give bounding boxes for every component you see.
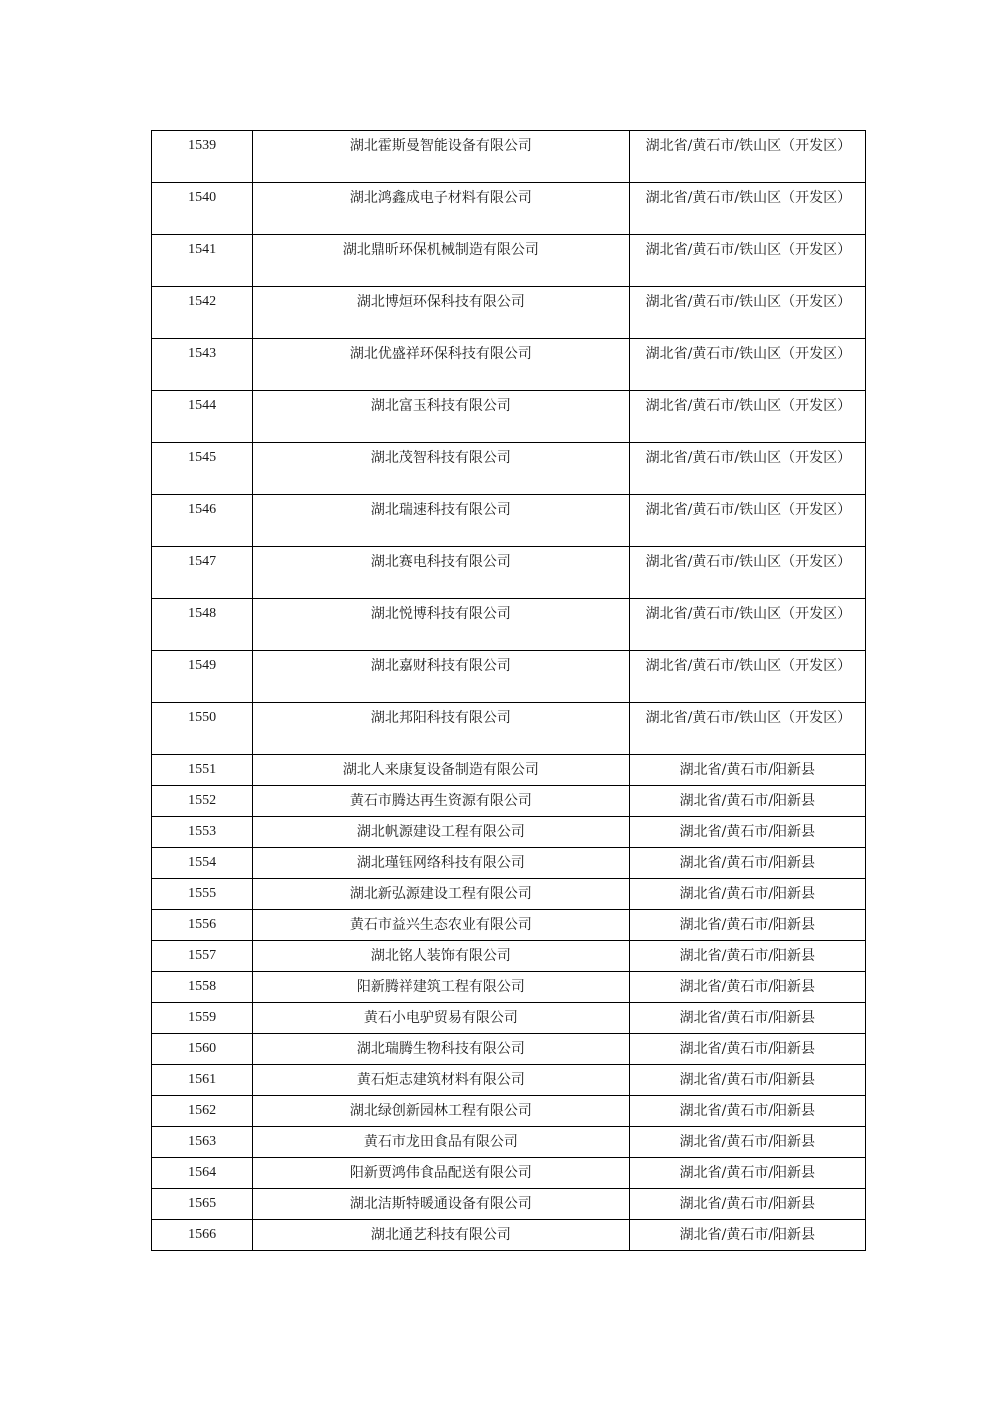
location-text: 湖北省/黄石市/铁山区（开发区） bbox=[645, 138, 852, 154]
row-number: 1547 bbox=[152, 547, 253, 599]
company-name: 湖北瑾钰网络科技有限公司 bbox=[253, 848, 630, 879]
table-row bbox=[152, 972, 866, 1003]
location-text: 湖北省/黄石市/铁山区（开发区） bbox=[645, 450, 852, 466]
location-text: 湖北省/黄石市/铁山区（开发区） bbox=[645, 554, 852, 570]
location-text: 湖北省/黄石市/铁山区（开发区） bbox=[645, 658, 852, 674]
location-text: 湖北省/黄石市/铁山区（开发区） bbox=[645, 294, 852, 310]
company-location: 湖北省/黄石市/阳新县 bbox=[629, 1065, 865, 1096]
table-row bbox=[152, 495, 866, 547]
company-location: 湖北省/黄石市/阳新县 bbox=[629, 1034, 865, 1065]
table-row bbox=[152, 131, 866, 183]
table-row bbox=[152, 817, 866, 848]
row-number: 1546 bbox=[152, 495, 253, 547]
table-row bbox=[152, 755, 866, 786]
table-row bbox=[152, 703, 866, 755]
table-row bbox=[152, 1096, 866, 1127]
company-name: 湖北新弘源建设工程有限公司 bbox=[253, 879, 630, 910]
row-number: 1561 bbox=[152, 1065, 253, 1096]
company-name: 湖北邦阳科技有限公司 bbox=[253, 703, 630, 755]
company-name: 湖北瑞速科技有限公司 bbox=[253, 495, 630, 547]
company-location bbox=[629, 183, 865, 235]
company-name: 湖北富玉科技有限公司 bbox=[253, 391, 630, 443]
company-name: 湖北鼎昕环保机械制造有限公司 bbox=[253, 235, 630, 287]
table-row bbox=[152, 1189, 866, 1220]
company-location: 湖北省/黄石市/阳新县 bbox=[629, 755, 865, 786]
company-name: 黄石市腾达再生资源有限公司 bbox=[253, 786, 630, 817]
row-number: 1551 bbox=[152, 755, 253, 786]
company-location bbox=[629, 495, 865, 547]
company-location bbox=[629, 235, 865, 287]
location-text: 湖北省/黄石市/铁山区（开发区） bbox=[645, 242, 852, 258]
row-number: 1555 bbox=[152, 879, 253, 910]
row-number: 1550 bbox=[152, 703, 253, 755]
company-location bbox=[629, 287, 865, 339]
company-name: 黄石炬志建筑材料有限公司 bbox=[253, 1065, 630, 1096]
location-text: 湖北省/黄石市/铁山区（开发区） bbox=[645, 190, 852, 206]
table-row bbox=[152, 339, 866, 391]
company-name: 阳新贾鸿伟食品配送有限公司 bbox=[253, 1158, 630, 1189]
company-location: 湖北省/黄石市/阳新县 bbox=[629, 910, 865, 941]
company-location bbox=[629, 443, 865, 495]
company-name: 湖北人来康复设备制造有限公司 bbox=[253, 755, 630, 786]
row-number: 1563 bbox=[152, 1127, 253, 1158]
row-number: 1541 bbox=[152, 235, 253, 287]
company-location bbox=[629, 547, 865, 599]
company-name: 湖北霍斯曼智能设备有限公司 bbox=[253, 131, 630, 183]
company-location: 湖北省/黄石市/阳新县 bbox=[629, 879, 865, 910]
row-number: 1565 bbox=[152, 1189, 253, 1220]
table-row bbox=[152, 599, 866, 651]
company-name: 湖北瑞腾生物科技有限公司 bbox=[253, 1034, 630, 1065]
row-number: 1542 bbox=[152, 287, 253, 339]
company-location: 湖北省/黄石市/阳新县 bbox=[629, 817, 865, 848]
company-name: 湖北茂智科技有限公司 bbox=[253, 443, 630, 495]
company-location bbox=[629, 339, 865, 391]
row-number: 1543 bbox=[152, 339, 253, 391]
location-text: 湖北省/黄石市/铁山区（开发区） bbox=[645, 398, 852, 414]
table-row bbox=[152, 651, 866, 703]
row-number: 1549 bbox=[152, 651, 253, 703]
row-number: 1557 bbox=[152, 941, 253, 972]
row-number: 1540 bbox=[152, 183, 253, 235]
company-table-body bbox=[152, 131, 866, 1251]
company-name: 湖北帆源建设工程有限公司 bbox=[253, 817, 630, 848]
table-row bbox=[152, 1220, 866, 1251]
row-number: 1554 bbox=[152, 848, 253, 879]
company-location: 湖北省/黄石市/阳新县 bbox=[629, 786, 865, 817]
company-location bbox=[629, 391, 865, 443]
company-location bbox=[629, 131, 865, 183]
company-name: 黄石市龙田食品有限公司 bbox=[253, 1127, 630, 1158]
table-row bbox=[152, 391, 866, 443]
table-row bbox=[152, 235, 866, 287]
company-location: 湖北省/黄石市/阳新县 bbox=[629, 1096, 865, 1127]
company-location: 湖北省/黄石市/阳新县 bbox=[629, 1158, 865, 1189]
row-number: 1560 bbox=[152, 1034, 253, 1065]
table-row bbox=[152, 443, 866, 495]
table-row bbox=[152, 1003, 866, 1034]
company-name: 阳新腾祥建筑工程有限公司 bbox=[253, 972, 630, 1003]
table-row bbox=[152, 1127, 866, 1158]
table-row bbox=[152, 848, 866, 879]
company-location: 湖北省/黄石市/阳新县 bbox=[629, 1220, 865, 1251]
row-number: 1564 bbox=[152, 1158, 253, 1189]
row-number: 1562 bbox=[152, 1096, 253, 1127]
company-name: 湖北优盛祥环保科技有限公司 bbox=[253, 339, 630, 391]
company-location: 湖北省/黄石市/阳新县 bbox=[629, 1127, 865, 1158]
location-text: 湖北省/黄石市/铁山区（开发区） bbox=[645, 346, 852, 362]
company-name: 湖北洁斯特暖通设备有限公司 bbox=[253, 1189, 630, 1220]
company-name: 湖北博烜环保科技有限公司 bbox=[253, 287, 630, 339]
row-number: 1558 bbox=[152, 972, 253, 1003]
company-location: 湖北省/黄石市/阳新县 bbox=[629, 848, 865, 879]
company-name: 湖北鸿鑫成电子材料有限公司 bbox=[253, 183, 630, 235]
table-row bbox=[152, 786, 866, 817]
table-row bbox=[152, 183, 866, 235]
row-number: 1559 bbox=[152, 1003, 253, 1034]
company-name: 湖北铭人装饰有限公司 bbox=[253, 941, 630, 972]
company-name: 湖北通艺科技有限公司 bbox=[253, 1220, 630, 1251]
row-number: 1556 bbox=[152, 910, 253, 941]
table-row bbox=[152, 910, 866, 941]
row-number: 1545 bbox=[152, 443, 253, 495]
row-number: 1539 bbox=[152, 131, 253, 183]
table-row bbox=[152, 879, 866, 910]
company-location bbox=[629, 703, 865, 755]
company-table bbox=[151, 130, 866, 1251]
company-name: 湖北悦博科技有限公司 bbox=[253, 599, 630, 651]
company-location: 湖北省/黄石市/阳新县 bbox=[629, 1003, 865, 1034]
location-text: 湖北省/黄石市/铁山区（开发区） bbox=[645, 502, 852, 518]
table-row bbox=[152, 287, 866, 339]
row-number: 1553 bbox=[152, 817, 253, 848]
table-row bbox=[152, 1034, 866, 1065]
table-row bbox=[152, 1158, 866, 1189]
company-location bbox=[629, 651, 865, 703]
table-row bbox=[152, 1065, 866, 1096]
company-name: 湖北嘉财科技有限公司 bbox=[253, 651, 630, 703]
table-row bbox=[152, 547, 866, 599]
row-number: 1566 bbox=[152, 1220, 253, 1251]
company-name: 黄石小电驴贸易有限公司 bbox=[253, 1003, 630, 1034]
company-name: 黄石市益兴生态农业有限公司 bbox=[253, 910, 630, 941]
table-row bbox=[152, 941, 866, 972]
company-location: 湖北省/黄石市/阳新县 bbox=[629, 972, 865, 1003]
row-number: 1548 bbox=[152, 599, 253, 651]
company-name: 湖北绿创新园林工程有限公司 bbox=[253, 1096, 630, 1127]
location-text: 湖北省/黄石市/铁山区（开发区） bbox=[645, 606, 852, 622]
company-name: 湖北赛电科技有限公司 bbox=[253, 547, 630, 599]
row-number: 1552 bbox=[152, 786, 253, 817]
company-location: 湖北省/黄石市/阳新县 bbox=[629, 941, 865, 972]
row-number: 1544 bbox=[152, 391, 253, 443]
company-location: 湖北省/黄石市/阳新县 bbox=[629, 1189, 865, 1220]
company-location bbox=[629, 599, 865, 651]
location-text: 湖北省/黄石市/铁山区（开发区） bbox=[645, 710, 852, 726]
